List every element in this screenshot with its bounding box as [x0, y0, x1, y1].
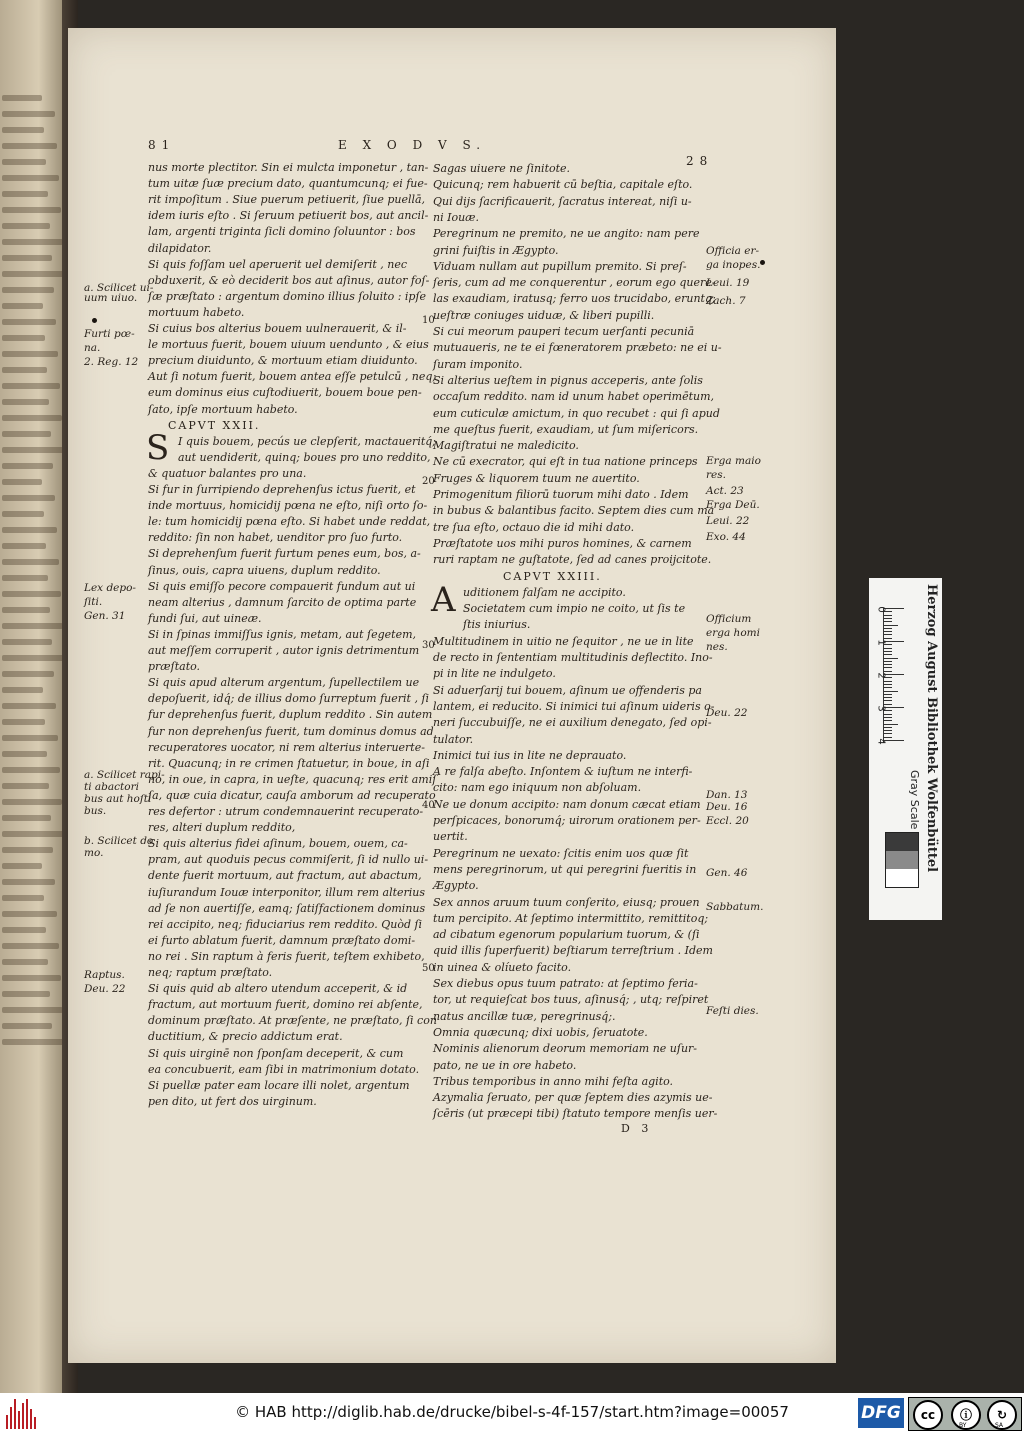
margin-note: b. Scilicet do [84, 835, 154, 847]
left-page-text-fragment [2, 223, 50, 229]
text-line: nus morte plectitor. Sin ei mulcta imponetur , tan- [148, 161, 429, 174]
text-line: pi in lite ne indulgeto. [433, 667, 556, 681]
text-line: Tribus temporibus in anno mihi feſta agito. [433, 1074, 674, 1088]
margin-note: Leui. 22 [706, 515, 750, 527]
left-page-text-fragment [2, 911, 57, 917]
text-line: Si puellæ pater eam locare illi nolet, argentum [148, 1078, 410, 1092]
margin-note: Officia er- [706, 245, 760, 257]
drop-cap-a: A [431, 580, 456, 620]
text-line: fur deprehenſus fuerit, duplum reddito . Sin autem [148, 708, 433, 722]
margin-note: erga homi [706, 627, 760, 639]
text-line: mortuum habeto. [148, 305, 245, 319]
left-page-text-fragment [2, 623, 63, 629]
text-line: neam alterius , damnum ſarcito de optima parte [148, 595, 417, 609]
ruler-tick [884, 608, 904, 609]
ruler-label: 0 [875, 606, 887, 613]
ruler-tick [884, 625, 898, 626]
text-line: precium diuidunto, & mortuum etiam diuidunto. [148, 354, 418, 368]
ruler-tick [884, 631, 892, 632]
text-line: ſa, quæ cuia dicatur, cauſa amborum ad recuperato [148, 788, 436, 802]
text-line: tum uitæ ſuæ precium dato, quantumcunq; ei fue- [148, 177, 428, 191]
text-line: Sex annos aruum tuum conſerito, eiusq; prouen [433, 895, 700, 909]
ruler-tick [884, 724, 898, 725]
margin-note: res. [706, 469, 726, 481]
text-line: Ne ue donum accipito: nam donum cæcat etiam [433, 797, 701, 811]
left-page-text-fragment [2, 463, 53, 469]
text-line: Societatem cum impio ne coito, ut ſis te [463, 602, 686, 616]
ruler-tick [884, 661, 892, 662]
margin-note: Exo. 44 [706, 531, 746, 543]
text-line: pato, ne ue in ore habeto. [433, 1058, 577, 1072]
left-page-text-fragment [2, 719, 45, 725]
left-page-text-fragment [2, 95, 42, 101]
text-line: Quicunq; rem habuerit cū beſtia, capitale eſto. [433, 178, 693, 192]
text-line: Si quis foſſam uel aperuerit uel demiſerit , nec [148, 257, 408, 271]
running-title: E X O D V S. [338, 138, 487, 152]
left-page-text-fragment [2, 399, 49, 405]
source-url[interactable]: © HAB http://diglib.hab.de/drucke/bibel-s-4f-157/start.htm?image=00057 [235, 1403, 789, 1421]
ruler-tick [884, 641, 904, 642]
text-line: Præſtatote uos mihi puros homines, & carnem [433, 536, 692, 550]
text-line: Si aduerſarij tui bouem, aſinum ue offenderis pa [433, 683, 702, 697]
margin-note: Eccl. 20 [706, 815, 749, 827]
text-line: ad cibatum egenorum popularium tuorum, & (ſi [433, 928, 700, 942]
ruler-tick [884, 707, 904, 708]
left-page-text-fragment [2, 543, 46, 549]
left-page-text-fragment [2, 303, 43, 309]
text-line: Si alterius ueſtem in pignus acceperis, ante ſolis [433, 373, 703, 387]
text-line: Si in ſpinas immiſſus ignis, metam, aut ſegetem, [148, 627, 417, 641]
ruler-tick [884, 658, 898, 659]
cc-license-badge[interactable] [908, 1397, 1022, 1431]
text-line: Si deprehenſum fuerit furtum penes eum, bos, a- [148, 547, 421, 561]
ruler-tick [884, 674, 904, 675]
left-page-text-fragment [2, 639, 52, 645]
margin-note: ga inopes. [706, 259, 761, 271]
ruler-tick [884, 714, 892, 715]
left-page-text-fragment [2, 255, 52, 261]
text-line: Aut ſi notum fuerit, bouem antea eſſe petulcū , neq; [148, 370, 437, 384]
left-page-text-fragment [2, 1007, 63, 1013]
share-alike-icon: ↻ [987, 1400, 1017, 1430]
text-line: Peregrinum ne uexato: ſcitis enim uos quæ ſit [433, 846, 689, 860]
left-page-text-fragment [2, 271, 65, 277]
margin-note: Zach. 7 [706, 295, 746, 307]
text-line: ei furto ablatum fuerit, damnum præſtato domi- [148, 933, 416, 947]
text-line: in bubus & balantibus facito. Septem dies cum ma [433, 504, 715, 518]
left-page-text-fragment [2, 415, 62, 421]
text-line: I quis bouem, pecús ue clepſerit, mactaueritq́; [178, 434, 437, 448]
left-page-text-fragment [2, 959, 48, 965]
text-line: rit. Quacunq; in re crimen ſtatuetur, in boue, in aſi [148, 756, 430, 770]
text-line: reddito: ſin non habet, uenditor pro ſuo furto. [148, 531, 403, 545]
text-line: Si cuius bos alterius bouem uulnerauerit, & il- [148, 322, 407, 335]
text-line: Azymalia ſeruato, per quæ ſeptem dies azymis ue- [433, 1091, 713, 1105]
ruler-tick [884, 621, 892, 622]
ruler-label: 1 [875, 639, 887, 646]
text-line: Sex diebus opus tuum patrato: at ſeptimo feria- [433, 977, 698, 990]
text-line: ſtis iniurius. [463, 618, 531, 632]
text-line: ſeris, cum ad me conquerentur , eorum ego quere- [433, 276, 716, 290]
text-line: dente fuerit mortuum, aut fractum, aut abactum, [148, 869, 422, 883]
text-line: me queſtus fuerit, exaudiam, ut ſum miſericors. [433, 422, 699, 436]
left-page-text-fragment [2, 191, 48, 197]
text-line: mutuaueris, ne te ei fœneratorem præbeto: ne ei u- [433, 341, 722, 355]
text-line: natus ancillæ tuæ, peregrinusq́;. [433, 1009, 616, 1023]
text-line: Si cui meorum pauperi tecum uerſanti pecuniā [433, 325, 695, 338]
ruler-tick [884, 694, 892, 695]
text-line: tor, ut requieſcat bos tuus, aſinusq́; , utq; reſpiret [433, 993, 709, 1007]
left-page-text-fragment [2, 927, 46, 933]
signature-mark: D 3 [621, 1122, 653, 1135]
text-line: Si quis emiſſo pecore compauerit fundum aut ui [148, 579, 416, 593]
left-page-text-fragment [2, 735, 58, 741]
left-page-text-fragment [2, 159, 46, 165]
left-page-text-fragment [2, 287, 54, 293]
left-page-text-fragment [2, 655, 65, 661]
left-page-text-fragment [2, 895, 44, 901]
left-page-text-fragment [2, 527, 57, 533]
margin-note: mo. [84, 847, 104, 859]
text-line: Inimici tui ius in lite ne deprauato. [433, 748, 627, 762]
margin-note: 2. Reg. 12 [84, 356, 139, 368]
ruler-tick [884, 727, 892, 728]
text-line: le: tum homicidij pœna eſto. Si habet unde reddat, [148, 515, 431, 529]
left-page-text-fragment [2, 879, 55, 885]
text-line: Primogenitum filiorū tuorum mihi dato . Idem [433, 488, 689, 501]
text-line: no rei . Sin raptum à feris fuerit, teſtem exhibeto, [148, 949, 425, 963]
text-line: perſpicaces, bonorumq́; uirorum orationem per- [433, 814, 701, 827]
left-page-text-fragment [2, 239, 63, 245]
by-label: BY [959, 1422, 967, 1429]
left-page-text-fragment [2, 943, 59, 949]
left-page-text-fragment [2, 1039, 65, 1045]
ruler-tick [884, 654, 892, 655]
left-page-text-fragment [2, 447, 64, 453]
margin-note: Erga Deū. [706, 499, 760, 511]
text-line: Si quis apud alterum argentum, ſupellectilem ue [148, 676, 420, 690]
ruler-tick [884, 717, 892, 718]
text-line: ductitium, & precio addictum erat. [148, 1030, 343, 1044]
text-line: Magiſtratui ne maledicito. [433, 439, 579, 453]
margin-note: a. Scilicet ui- [84, 282, 154, 294]
text-line: no, in oue, in capra, in ueſte, quacunq; res erit amiſ [148, 772, 437, 786]
text-line: Si quis quid ab altero utendum acceperit, & id [148, 982, 408, 996]
text-line: mens peregrinorum, ut qui peregrini fueritis in [433, 862, 697, 876]
text-line: idem iuris eſto . Si ſeruum petiuerit bos, aut ancil- [148, 209, 429, 223]
line-number: 50 [422, 963, 435, 974]
left-page-text-fragment [2, 671, 54, 677]
left-page-text-fragment [2, 799, 62, 805]
left-page-text-fragment [2, 991, 50, 997]
sa-label: SA [995, 1422, 1004, 1429]
left-page-text-fragment [2, 607, 50, 613]
page-number: 81 [148, 138, 176, 152]
text-line: præſtato. [148, 660, 201, 674]
footer-bar [0, 1393, 1024, 1433]
line-number: 40 [422, 800, 435, 811]
book-page [68, 28, 836, 1363]
margin-note: Lex depo- [84, 582, 136, 594]
text-line: fundi ſui, aut uineæ. [148, 611, 262, 625]
margin-note: Raptus. [84, 969, 125, 981]
measurement-ruler [875, 606, 906, 745]
text-line: in uinea & olíueto facito. [433, 960, 572, 974]
text-line: iuſiurandum Iouæ interponitor, illum rem alterius [148, 885, 426, 899]
ruler-tick [884, 667, 892, 668]
left-page-text-fragment [2, 687, 43, 693]
left-page-text-fragment [2, 575, 48, 581]
text-line: res defertor : utrum condemnauerint recuperato- [148, 805, 424, 818]
margin-note: Furti pœ- [84, 328, 135, 340]
ruler-tick [884, 618, 892, 619]
left-page-text-fragment [2, 767, 60, 773]
color-reference-card [869, 578, 942, 920]
text-line: rit impoſitum . Siue puerum petiuerit, ſiue puellā, [148, 193, 426, 207]
left-page-text-fragment [2, 751, 47, 757]
margin-note: uum uiuo. [84, 292, 138, 304]
text-line: ruri raptam ne guſtatote, ſed ad canes proijcitote. [433, 553, 712, 567]
text-line: ad ſe non auertiſſe, eamq; ſatiſfactionem dominus [148, 901, 426, 915]
text-line: obduxerit, & eò deciderit bos aut aſinus, autor foſ- [148, 273, 430, 287]
text-line: neq; raptum præſtato. [148, 966, 273, 979]
ruler-tick [884, 628, 892, 629]
text-line: Si quis uirginē non ſponſam deceperit, & cum [148, 1046, 404, 1060]
text-line: A re falſa abeſto. Inſontem & iuſtum ne interfi- [433, 765, 693, 779]
left-page-text-fragment [2, 863, 42, 869]
text-line: dominum præſtato. At præſente, ne præſtato, ſi con [148, 1014, 437, 1028]
ruler-tick [884, 687, 892, 688]
margin-note: bus. [84, 805, 107, 817]
ruler-tick [884, 664, 892, 665]
cc-icon: cc [913, 1400, 943, 1430]
margin-note: Officium [706, 613, 752, 625]
left-page-text-fragment [2, 591, 61, 597]
text-line: le mortuus fuerit, bouem uiuum uendunto , & eius [148, 338, 429, 352]
left-page-text-fragment [2, 367, 47, 373]
text-line: lam, argenti triginta ſicli domino ſoluuntor : bos [148, 225, 416, 239]
text-line: eum cuticulæ amictum, in quo recubet : qui ſi apud [433, 406, 720, 420]
text-line: rei accipito, neq; fiduciarius rem reddito. Quòd ſi [148, 917, 423, 931]
gray-scale-swatch [885, 832, 919, 888]
line-number: 20 [422, 476, 435, 487]
text-line: Nominis alienorum deorum memoriam ne uſur- [433, 1042, 698, 1056]
text-line: Si fur in ſurripiendo deprehenſus ictus fuerit, et [148, 483, 416, 496]
text-line: Ægypto. [433, 879, 479, 893]
text-line: Multitudinem in uitio ne ſequitor , ne ue in lite [433, 634, 694, 648]
text-line: ſinus, ouis, capra uiuens, duplum reddito. [148, 563, 381, 577]
text-line: aut meſſem corruperit , autor ignis detrimentum [148, 644, 420, 657]
text-line: Omnia quæcunq; dixi uobis, ſeruatote. [433, 1025, 648, 1039]
text-line: las exaudiam, iratusq; ferro uos trucidabo, eruntq; [433, 292, 716, 306]
left-page-text-fragment [2, 383, 60, 389]
ruler-tick [884, 681, 892, 682]
line-number: 30 [422, 640, 435, 651]
left-page-text-fragment [2, 511, 44, 517]
left-page-text-fragment [2, 319, 56, 325]
text-line: fractum, aut mortuum fuerit, domino rei abſente, [148, 998, 423, 1012]
text-line: ea concubuerit, eam ſibi in matrimonium dotato. [148, 1062, 420, 1076]
ruler-tick [884, 615, 892, 616]
left-page-text-fragment [2, 847, 53, 853]
left-page-text-fragment [2, 175, 59, 181]
text-line: Peregrinum ne premito, ne ue angito: nam pere [433, 227, 700, 241]
left-page-text-fragment [2, 495, 55, 501]
text-line: quid illis ſuperfuerit) beſtiarum terreſtrium . Idem [433, 944, 713, 958]
left-page-text-fragment [2, 831, 64, 837]
left-page-text-fragment [2, 143, 57, 149]
left-page-text-fragment [2, 431, 51, 437]
dfg-logo[interactable]: DFG [858, 1398, 904, 1428]
drop-cap-s: S [146, 428, 170, 468]
library-name: Herzog August Bibliothek Wolfenbüttel [924, 584, 939, 873]
text-line: CAPVT XXIII. [503, 569, 602, 583]
text-line: ueſtræ coniuges uiduæ, & liberi pupilli. [433, 308, 655, 322]
text-line: CAPVT XXII. [168, 418, 261, 432]
margin-note: Sabbatum. [706, 901, 764, 913]
left-page-text-fragment [2, 1023, 52, 1029]
attribution-icon: ⓘ [951, 1400, 981, 1430]
text-line: uertit. [433, 830, 468, 844]
text-line: de recto in ſententiam multitudinis deflectito. Ino- [433, 651, 713, 664]
left-page-text-fragment [2, 783, 49, 789]
text-line: ni Iouæ. [433, 210, 479, 224]
left-page-text-fragment [2, 479, 42, 485]
left-page-text-fragment [2, 127, 44, 133]
margin-note: bus aut hoſti [84, 793, 152, 805]
ink-spot [760, 260, 765, 265]
text-line: tulator. [433, 732, 474, 746]
margin-note: Deu. 22 [706, 707, 748, 719]
left-page-text-fragment [2, 703, 56, 709]
margin-note: ſiti. [84, 596, 103, 608]
ruler-tick [884, 684, 892, 685]
text-line: grini fuiſtis in Ægypto. [433, 243, 559, 257]
ruler-tick [884, 651, 892, 652]
text-line: cito: nam ego iniquum non abſoluam. [433, 781, 642, 795]
text-line: recuperatores uocator, ni rem alterius interuerte- [148, 740, 425, 754]
left-page-text-fragment [2, 207, 61, 213]
ruler-tick [884, 648, 892, 649]
ruler-tick [884, 700, 892, 701]
text-line: fur non deprehenſus fuerit, tum dominus domus ad [148, 724, 434, 738]
margin-note: ti abactori [84, 781, 139, 793]
text-line: eum dominus eius cuſtodiuerit, bouem boue pen- [148, 386, 422, 400]
text-line: Viduam nullam aut pupillum premito. Si preſ- [433, 259, 687, 273]
text-line: res, alteri duplum reddito, [148, 821, 296, 835]
text-line: Si quis alterius fidei aſinum, bouem, ouem, ca- [148, 837, 408, 851]
left-page-text-fragment [2, 335, 45, 341]
text-line: Sagas uiuere ne ſinitote. [433, 162, 571, 175]
text-line: depoſuerit, idq́; de illius domo ſurreptum fuerit , ſi [148, 692, 430, 706]
text-line: tre ſua eſto, octauo die id mihi dato. [433, 520, 635, 534]
left-page-text-fragment [2, 815, 51, 821]
text-line: aut uendiderit, quinq; boues pro uno reddito, [178, 450, 431, 464]
margin-note: Deu. 22 [84, 983, 126, 995]
text-line: ſcēris (ut præcepi tibi) ſtatuto tempore menſis uer- [433, 1107, 718, 1121]
left-page-edge [0, 0, 70, 1393]
ruler-tick [884, 720, 892, 721]
ruler-tick [884, 634, 892, 635]
text-line: ſuram imponito. [433, 357, 523, 371]
ruler-label: 3 [875, 705, 887, 712]
left-page-text-fragment [2, 559, 59, 565]
ink-spot [92, 318, 97, 323]
ruler-label: 4 [875, 738, 887, 745]
text-line: Fruges & liquorem tuum ne auertito. [433, 471, 640, 485]
text-line: tum percipito. At ſeptimo intermittito, remittitoq; [433, 911, 709, 925]
text-line: uditionem falſam ne accipito. [463, 585, 626, 599]
margin-note: Dan. 13 [706, 789, 748, 801]
line-number: 10 [422, 315, 435, 326]
ruler-tick [884, 740, 904, 741]
ruler-label: 2 [875, 672, 887, 679]
text-line: ſato, ipſe mortuum habeto. [148, 402, 298, 416]
margin-note: nes. [706, 641, 728, 653]
left-page-text-fragment [2, 351, 58, 357]
text-line: occaſum reddito. nam id unum habet operimētum, [433, 390, 715, 404]
margin-note: Feſti dies. [706, 1005, 759, 1017]
text-line: Ne cū execrator, qui eſt in tua natione princeps [433, 455, 698, 469]
text-line: neri ſuccubuiſſe, ne ei auxilium denegato, ſed opi- [433, 716, 712, 730]
margin-note: Act. 23 [706, 485, 744, 497]
ruler-tick [884, 697, 892, 698]
text-line: lantem, ei reducito. Si inimici tui aſinum uideris o- [433, 699, 715, 713]
margin-note: Gen. 31 [84, 610, 126, 622]
text-line: ſæ præſtato : argentum domino illius ſoluito : ipſe [148, 289, 427, 303]
text-line: inde mortuus, homicidij pœna ne eſto, niſi orto ſo- [148, 499, 428, 513]
left-page-text-fragment [2, 111, 55, 117]
ruler-tick [884, 733, 892, 734]
margin-note: Gen. 46 [706, 867, 748, 879]
margin-note: a. Scilicet rapi- [84, 769, 165, 781]
text-line: dilapidator. [148, 241, 212, 255]
ruler-tick [884, 691, 898, 692]
margin-note: Erga maio [706, 455, 761, 467]
left-page-text-fragment [2, 975, 61, 981]
folio-number: 28 [686, 154, 714, 168]
text-line: pram, aut quoduis pecus commiſerit, ſi id nullo ui- [148, 853, 429, 867]
margin-note: Leui. 19 [706, 277, 750, 289]
ruler-tick [884, 730, 892, 731]
text-line: Qui dijs ſacrificauerit, ſacratus intereat, niſi u- [433, 194, 692, 208]
text-line: & quatuor balantes pro una. [148, 466, 307, 480]
text-line: pen dito, ut fert dos uirginum. [148, 1094, 317, 1108]
gray-scale-label: Gray Scale [908, 770, 921, 830]
margin-note: na. [84, 342, 101, 354]
margin-note: Deu. 16 [706, 801, 748, 813]
